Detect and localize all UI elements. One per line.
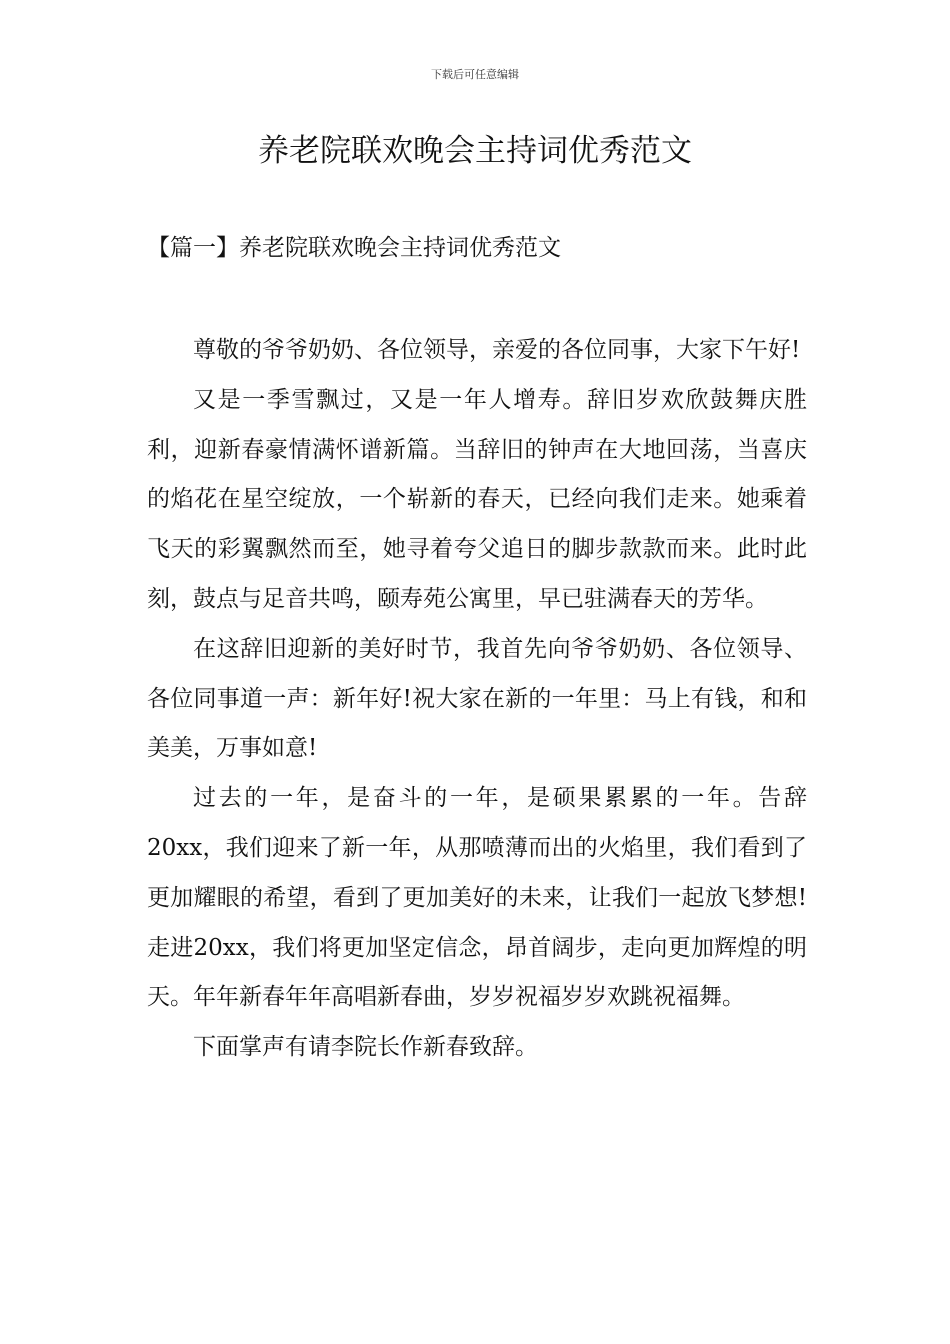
section-heading: 【篇一】养老院联欢晚会主持词优秀范文 (147, 235, 561, 261)
page-header-note: 下载后可任意编辑 (431, 68, 519, 81)
paragraph-wishes: 在这辞旧迎新的美好时节，我首先向爷爷奶奶、各位领导、各位同事道一声：新年好!祝大家在新的一年里：马上有钱，和和美美，万事如意! (147, 635, 807, 762)
paragraph-new-year: 又是一季雪飘过，又是一年人增寿。辞旧岁欢欣鼓舞庆胜利，迎新春豪情满怀谱新篇。当辞旧的钟声在大地回荡，当喜庆的焰花在星空绽放，一个崭新的春天，已经向我们走来。她乘着飞天的彩翼飘然而至，她寻着夸父追日的脚步款款而来。此时此刻，鼓点与足音共鸣，颐寿苑公寓里，早已驻满春天的芳华。 (147, 386, 807, 612)
paragraph-review: 过去的一年，是奋斗的一年，是硕果累累的一年。告辞20xx，我们迎来了新一年，从那喷薄而出的火焰里，我们看到了更加耀眼的希望，看到了更加美好的未来，让我们一起放飞梦想!走进20xx，我们将更加坚定信念，昂首阔步，走向更加辉煌的明天。年年新春年年高唱新春曲，岁岁祝福岁岁欢跳祝福舞。 (147, 785, 807, 1011)
paragraph-invitation: 下面掌声有请李院长作新春致辞。 (193, 1034, 538, 1061)
document-body (147, 326, 807, 1073)
document-title: 养老院联欢晚会主持词优秀范文 (258, 133, 692, 169)
paragraph-greeting: 尊敬的爷爷奶奶、各位领导，亲爱的各位同事，大家下午好! (193, 337, 801, 363)
